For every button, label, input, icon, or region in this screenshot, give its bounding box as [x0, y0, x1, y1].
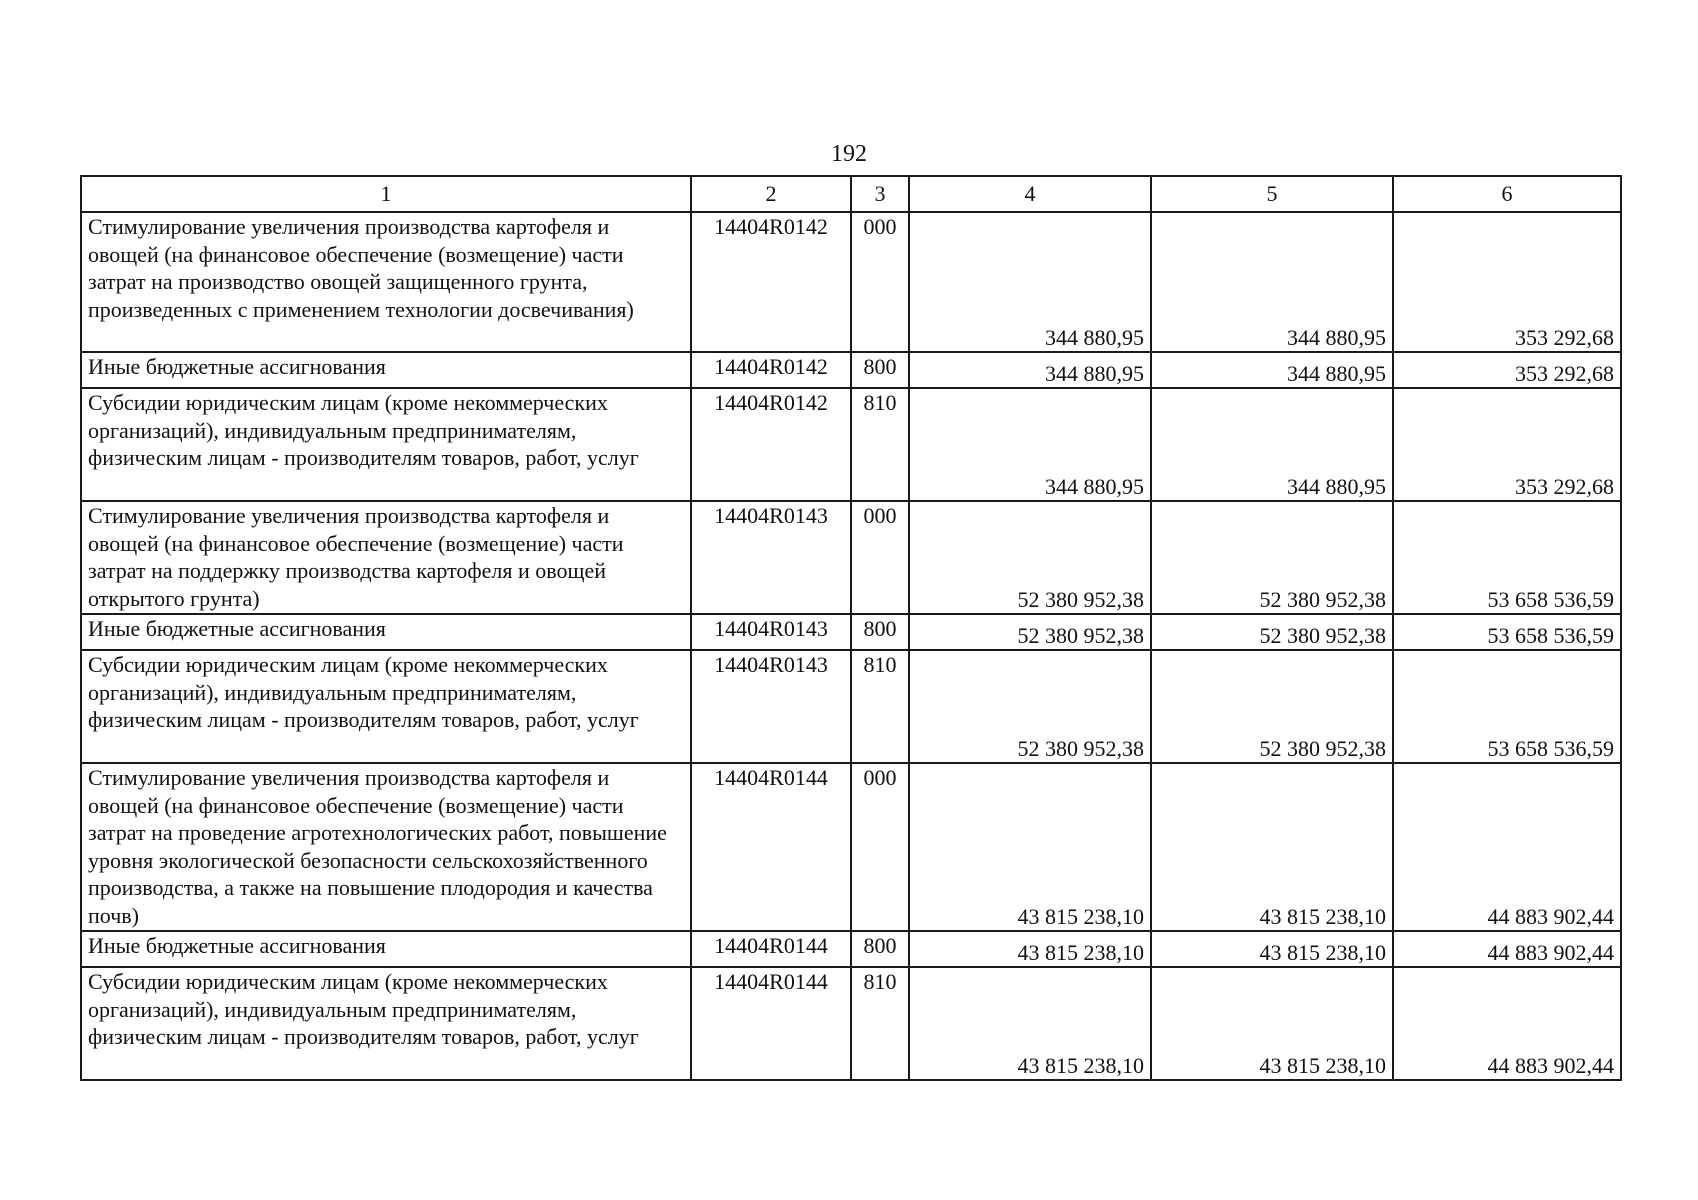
row-code: 14404R0142 — [691, 212, 851, 352]
row-expense-type: 810 — [851, 650, 909, 763]
row-amount-col5: 43 815 238,10 — [1151, 763, 1393, 931]
row-amount-col4: 52 380 952,38 — [909, 614, 1151, 650]
row-amount-col5: 344 880,95 — [1151, 212, 1393, 352]
row-name: Субсидии юридическим лицам (кроме некоммерческих организаций), индивидуальным предпринимателям, физическим лицам - производителям товаров, работ, услуг — [81, 967, 691, 1080]
row-amount-col6: 353 292,68 — [1393, 352, 1621, 388]
row-amount-col5: 43 815 238,10 — [1151, 931, 1393, 967]
column-header: 4 — [909, 176, 1151, 212]
row-amount-col5: 43 815 238,10 — [1151, 967, 1393, 1080]
table-row — [81, 388, 1621, 501]
row-amount-col4: 344 880,95 — [909, 388, 1151, 501]
row-expense-type: 000 — [851, 212, 909, 352]
row-amount-col6: 353 292,68 — [1393, 212, 1621, 352]
table-row — [81, 352, 1621, 388]
row-name: Субсидии юридическим лицам (кроме некоммерческих организаций), индивидуальным предпринимателям, физическим лицам - производителям товаров, работ, услуг — [81, 388, 691, 501]
row-code: 14404R0144 — [691, 763, 851, 931]
row-code: 14404R0143 — [691, 501, 851, 614]
row-name: Иные бюджетные ассигнования — [81, 352, 691, 388]
row-name: Стимулирование увеличения производства картофеля и овощей (на финансовое обеспечение (возмещение) части затрат на производство овощей защищенного грунта, произведенных с применением технологии досвечивания) — [81, 212, 691, 352]
row-amount-col6: 44 883 902,44 — [1393, 967, 1621, 1080]
row-expense-type: 000 — [851, 763, 909, 931]
row-amount-col6: 53 658 536,59 — [1393, 650, 1621, 763]
row-expense-type: 800 — [851, 352, 909, 388]
row-name: Иные бюджетные ассигнования — [81, 614, 691, 650]
table-header-row — [81, 176, 1621, 212]
row-amount-col6: 353 292,68 — [1393, 388, 1621, 501]
row-amount-col5: 52 380 952,38 — [1151, 650, 1393, 763]
budget-table — [80, 175, 1622, 1081]
table-row — [81, 614, 1621, 650]
row-name: Стимулирование увеличения производства картофеля и овощей (на финансовое обеспечение (возмещение) части затрат на поддержку производства картофеля и овощей открытого грунта) — [81, 501, 691, 614]
row-amount-col5: 344 880,95 — [1151, 388, 1393, 501]
row-amount-col4: 344 880,95 — [909, 352, 1151, 388]
column-header: 2 — [691, 176, 851, 212]
row-amount-col4: 43 815 238,10 — [909, 967, 1151, 1080]
row-code: 14404R0144 — [691, 931, 851, 967]
column-header: 3 — [851, 176, 909, 212]
row-code: 14404R0144 — [691, 967, 851, 1080]
row-name: Стимулирование увеличения производства картофеля и овощей (на финансовое обеспечение (возмещение) части затрат на проведение агротехнологических работ, повышение уровня экологической безопасности сельскохозяйственного производства, а также на повышение плодородия и качества почв) — [81, 763, 691, 931]
row-expense-type: 810 — [851, 388, 909, 501]
row-amount-col6: 44 883 902,44 — [1393, 763, 1621, 931]
row-amount-col4: 344 880,95 — [909, 212, 1151, 352]
row-amount-col4: 43 815 238,10 — [909, 931, 1151, 967]
table-row — [81, 501, 1621, 614]
row-expense-type: 800 — [851, 931, 909, 967]
row-expense-type: 000 — [851, 501, 909, 614]
table-row — [81, 650, 1621, 763]
row-code: 14404R0143 — [691, 614, 851, 650]
row-code: 14404R0143 — [691, 650, 851, 763]
table-row — [81, 212, 1621, 352]
column-header: 5 — [1151, 176, 1393, 212]
row-amount-col6: 53 658 536,59 — [1393, 614, 1621, 650]
table-row — [81, 931, 1621, 967]
row-name: Субсидии юридическим лицам (кроме некоммерческих организаций), индивидуальным предпринимателям, физическим лицам - производителям товаров, работ, услуг — [81, 650, 691, 763]
row-amount-col6: 44 883 902,44 — [1393, 931, 1621, 967]
table-row — [81, 967, 1621, 1080]
row-code: 14404R0142 — [691, 388, 851, 501]
row-amount-col4: 52 380 952,38 — [909, 501, 1151, 614]
row-amount-col4: 52 380 952,38 — [909, 650, 1151, 763]
row-amount-col5: 52 380 952,38 — [1151, 614, 1393, 650]
row-code: 14404R0142 — [691, 352, 851, 388]
row-name: Иные бюджетные ассигнования — [81, 931, 691, 967]
column-header: 1 — [81, 176, 691, 212]
table-row — [81, 763, 1621, 931]
row-amount-col6: 53 658 536,59 — [1393, 501, 1621, 614]
row-amount-col5: 52 380 952,38 — [1151, 501, 1393, 614]
row-expense-type: 800 — [851, 614, 909, 650]
row-amount-col5: 344 880,95 — [1151, 352, 1393, 388]
row-expense-type: 810 — [851, 967, 909, 1080]
column-header: 6 — [1393, 176, 1621, 212]
row-amount-col4: 43 815 238,10 — [909, 763, 1151, 931]
page-number: 192 — [831, 141, 867, 167]
